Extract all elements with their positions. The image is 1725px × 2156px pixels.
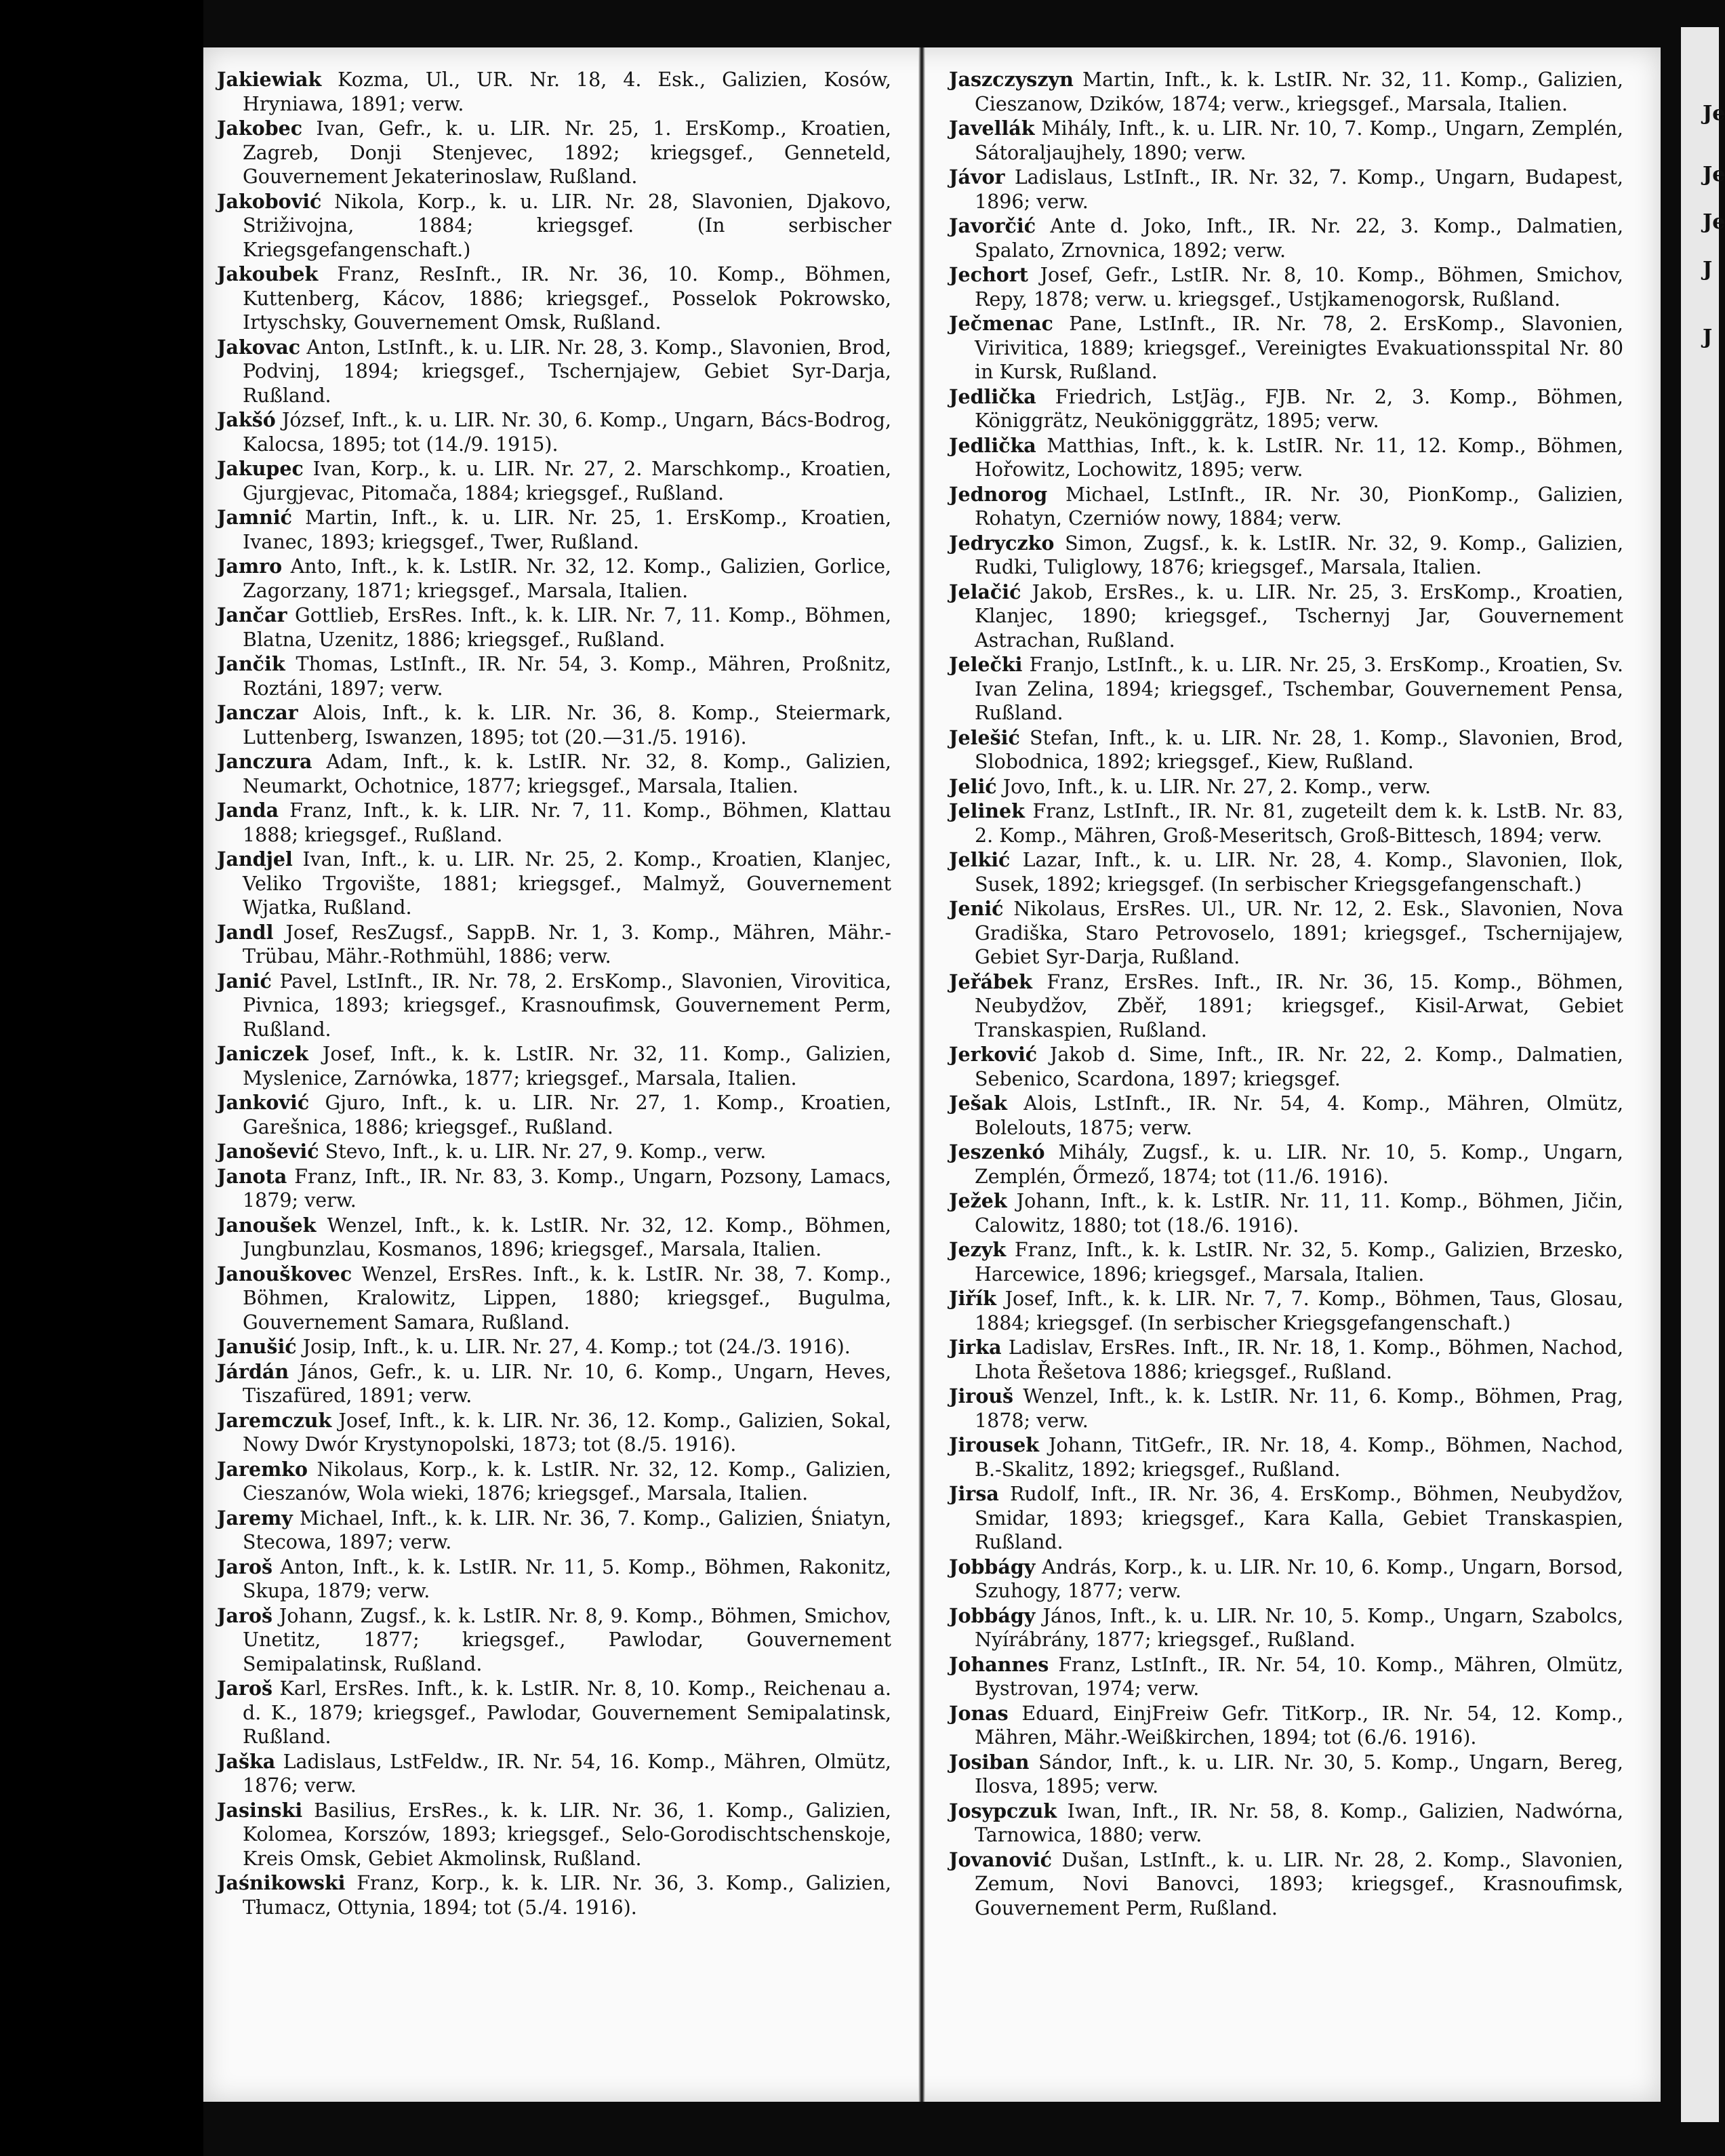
list-entry xyxy=(217,1871,891,1919)
list-entry xyxy=(949,1653,1623,1701)
list-entry xyxy=(217,970,891,1042)
entry-details: Josef, Inft., k. k. LIR. Nr. 36, 12. Komp., Galizien, Sokal, Nowy Dwór Krystynopolski, 1873; tot (8./5. 1916). xyxy=(243,1409,891,1456)
entry-surname: Ječmenac xyxy=(949,312,1053,335)
list-entry xyxy=(217,1604,891,1677)
entry-details: Mihály, Zugsf., k. u. LIR. Nr. 10, 5. Komp., Ungarn, Zemplén, Őrmező, 1874; tot (11./6. 1916). xyxy=(975,1141,1623,1188)
entry-surname: Jirsa xyxy=(949,1482,999,1505)
entry-details: Kozma, Ul., UR. Nr. 18, 4. Esk., Galizien, Kosów, Hryniawa, 1891; verw. xyxy=(243,68,891,115)
list-entry xyxy=(949,68,1623,116)
list-entry xyxy=(949,1604,1623,1652)
entry-surname: Janota xyxy=(217,1164,287,1188)
entry-surname: Jávor xyxy=(949,165,1005,188)
entry-details: Franz, LstInft., IR. Nr. 54, 10. Komp., Mähren, Olmütz, Bystrovan, 1974; verw. xyxy=(975,1653,1624,1700)
list-entry xyxy=(217,1091,891,1139)
entry-details: Gjuro, Inft., k. u. LIR. Nr. 27, 1. Komp., Kroatien, Garešnica, 1886; kriegsgef., Rußland. xyxy=(243,1092,891,1138)
entry-details: Dušan, LstInft., k. u. LIR. Nr. 28, 2. Komp., Slavonien, Zemum, Novi Banovci, 1893; kriegsgef., Krasnoufimsk, Gouvernement Perm, Rußland. xyxy=(975,1848,1623,1919)
entry-surname: Jandl xyxy=(217,920,274,944)
entry-surname: Jobbágy xyxy=(949,1603,1036,1627)
entry-details: Josef, ResZugsf., SappB. Nr. 1, 3. Komp., Mähren, Mähr.-Trübau, Mähr.-Rothmühl, 1886; verw. xyxy=(243,921,892,967)
entry-surname: Jelinek xyxy=(949,799,1025,822)
entry-surname: Jaroš xyxy=(217,1555,273,1578)
list-entry xyxy=(217,1042,891,1090)
entry-details: Wenzel, Inft., k. k. LstIR. Nr. 11, 6. Komp., Böhmen, Prag, 1878; verw. xyxy=(975,1385,1623,1432)
entry-details: Franz, Inft., IR. Nr. 83, 3. Komp., Ungarn, Pozsony, Lamacs, 1879; verw. xyxy=(243,1165,891,1212)
list-entry xyxy=(949,1751,1623,1799)
left-scan-border xyxy=(0,0,203,2156)
entry-details: József, Inft., k. u. LIR. Nr. 30, 6. Komp., Ungarn, Bács-Bodrog, Kalocsa, 1895; tot (14./9. 1915). xyxy=(243,409,891,456)
document-page xyxy=(203,47,1661,2102)
list-entry xyxy=(949,580,1623,653)
list-entry xyxy=(217,847,891,920)
entry-surname: Jovanović xyxy=(949,1848,1052,1871)
next-page-fragment: Je xyxy=(1703,210,1725,234)
entry-surname: Jedlička xyxy=(949,433,1036,457)
list-entry xyxy=(217,652,891,700)
entry-details: Josip, Inft., k. u. LIR. Nr. 27, 4. Komp.; tot (24./3. 1916). xyxy=(302,1336,851,1358)
entry-details: Franz, LstInft., IR. Nr. 81, zugeteilt dem k. k. LstB. Nr. 83, 2. Komp., Mähren, Groß-Meseritsch, Groß-Bittesch, 1894; verw. xyxy=(975,800,1623,847)
entry-surname: Janošević xyxy=(217,1140,319,1163)
entry-surname: Jaška xyxy=(217,1749,276,1773)
entry-surname: Jedryczko xyxy=(949,531,1055,555)
entry-surname: Jednorog xyxy=(949,482,1048,506)
entry-details: Eduard, EinjFreiw Gefr. TitKorp., IR. Nr. 54, 12. Komp., Mähren, Mähr.-Weißkirchen, 1894; tot (6./6. 1916). xyxy=(975,1702,1624,1749)
list-entry xyxy=(949,1140,1623,1189)
entry-surname: Jirka xyxy=(949,1336,1002,1359)
entry-surname: Jelečki xyxy=(949,653,1023,676)
list-entry xyxy=(217,921,891,969)
entry-details: Johann, Inft., k. k. LstIR. Nr. 11, 11. Komp., Böhmen, Jičin, Calowitz, 1880; tot (18./6. 1916). xyxy=(975,1190,1623,1237)
entry-details: Jakob d. Sime, Inft., IR. Nr. 22, 2. Komp., Dalmatien, Sebenico, Scardona, 1897; kriegsgef. xyxy=(975,1043,1623,1090)
entry-details: Franz, ResInft., IR. Nr. 36, 10. Komp., Böhmen, Kuttenberg, Kácov, 1886; kriegsgef., Posselok Pokrowsko, Irtyschsky, Gouvernement Omsk, Rußland. xyxy=(243,263,891,334)
entry-details: Franz, Inft., k. k. LstIR. Nr. 32, 5. Komp., Galizien, Brzesko, Harcewice, 1896; kriegsgef., Marsala, Italien. xyxy=(975,1239,1624,1285)
list-entry xyxy=(949,775,1623,799)
entry-surname: Jaszczyszyn xyxy=(949,68,1074,91)
entry-surname: Jirousek xyxy=(949,1433,1039,1456)
next-page-fragment: Je xyxy=(1703,102,1725,125)
list-entry xyxy=(949,1287,1623,1335)
entry-details: Wenzel, ErsRes. Inft., k. k. LstIR. Nr. 38, 7. Komp., Böhmen, Kralowitz, Lippen, 1880; kriegsgef., Bugulma, Gouvernement Samara, Rußland. xyxy=(243,1262,892,1334)
list-entry xyxy=(217,1555,891,1603)
list-entry xyxy=(949,1555,1623,1603)
entry-surname: Ješak xyxy=(949,1092,1007,1115)
entry-details: Franz, Korp., k. k. LIR. Nr. 36, 3. Komp., Galizien, Tłumacz, Ottynia, 1894; tot (5./4. 1916). xyxy=(243,1872,891,1919)
entry-surname: Jamnić xyxy=(217,506,293,529)
list-entry xyxy=(949,532,1623,580)
list-entry xyxy=(217,408,891,456)
list-entry xyxy=(949,897,1623,970)
list-entry xyxy=(217,1360,891,1408)
entry-details: Ladislav, ErsRes. Inft., IR. Nr. 18, 1. Komp., Böhmen, Nachod, Lhota Řešetova 1886; kriegsgef., Rußland. xyxy=(975,1336,1623,1383)
entry-details: Stevo, Inft., k. u. LIR. Nr. 27, 9. Komp., verw. xyxy=(325,1140,767,1163)
entry-surname: Jakšó xyxy=(217,408,276,431)
entry-details: Ivan, Inft., k. u. LIR. Nr. 25, 2. Komp., Kroatien, Klanjec, Veliko Trgovište, 1881; kriegsgef., Malmyž, Gouvernement Wjatka, Rußland. xyxy=(243,848,891,919)
list-entry xyxy=(217,1335,891,1359)
entry-surname: Josypczuk xyxy=(949,1799,1057,1822)
entry-details: Alois, LstInft., IR. Nr. 54, 4. Komp., Mähren, Olmütz, Bolelouts, 1875; verw. xyxy=(975,1092,1623,1139)
list-entry xyxy=(217,701,891,749)
list-entry xyxy=(949,970,1623,1043)
next-page-fragment: Je xyxy=(1703,163,1725,186)
entry-details: Basilius, ErsRes., k. k. LIR. Nr. 36, 1. Komp., Galizien, Kolomea, Korszów, 1893; kriegsgef., Selo-Gorodischtschenskoje, Kreis Omsk, Gebiet Akmolinsk, Rußland. xyxy=(243,1799,891,1870)
list-entry xyxy=(949,1238,1623,1286)
list-entry xyxy=(949,653,1623,725)
entry-details: Adam, Inft., k. k. LstIR. Nr. 32, 8. Komp., Galizien, Neumarkt, Ochotnice, 1877; kriegsgef., Marsala, Italien. xyxy=(243,751,891,797)
entry-surname: Jasinski xyxy=(217,1798,303,1822)
list-entry xyxy=(217,190,891,262)
entry-details: Ladislaus, LstInft., IR. Nr. 32, 7. Komp., Ungarn, Budapest, 1896; verw. xyxy=(975,166,1623,213)
entry-details: Anto, Inft., k. k. LstIR. Nr. 32, 12. Komp., Galizien, Gorlice, Zagorzany, 1871; kriegsgef., Marsala, Italien. xyxy=(243,555,891,602)
entry-details: Michael, Inft., k. k. LIR. Nr. 36, 7. Komp., Galizien, Śniatyn, Stecowa, 1897; verw. xyxy=(243,1506,892,1553)
entry-surname: Jirouš xyxy=(949,1384,1014,1408)
entry-details: Jakob, ErsRes., k. u. LIR. Nr. 25, 3. ErsKomp., Kroatien, Klanjec, 1890; kriegsgef., Tschernyj Jar, Gouvernement Astrachan, Rußland. xyxy=(975,580,1623,652)
entry-details: Nikolaus, ErsRes. Ul., UR. Nr. 12, 2. Esk., Slavonien, Nova Gradiška, Staro Petrovoselo, 1891; kriegsgef., Tschernijajew, Gebiet Syr-Darja, Rußland. xyxy=(975,898,1623,968)
list-entry xyxy=(949,1189,1623,1237)
entry-surname: Jakovac xyxy=(217,335,301,359)
list-entry xyxy=(949,483,1623,531)
list-entry xyxy=(217,506,891,554)
entry-details: Ivan, Gefr., k. u. LIR. Nr. 25, 1. ErsKomp., Kroatien, Zagreb, Donji Stenjevec, 1892; kriegsgef., Genneteld, Gouvernement Jekaterinoslaw, Rußland. xyxy=(243,117,891,188)
entry-surname: Javorčić xyxy=(949,214,1036,237)
list-entry xyxy=(949,1702,1623,1750)
entry-surname: Jobbágy xyxy=(949,1555,1036,1578)
entry-details: Sándor, Inft., k. u. LIR. Nr. 30, 5. Komp., Ungarn, Bereg, Ilosva, 1895; verw. xyxy=(975,1751,1623,1797)
list-entry xyxy=(217,1677,891,1749)
entry-details: Ante d. Joko, Inft., IR. Nr. 22, 3. Komp., Dalmatien, Spalato, Zrnovnica, 1892; verw. xyxy=(975,215,1624,262)
entry-surname: Jančik xyxy=(217,652,285,675)
right-column xyxy=(949,68,1623,2095)
entry-surname: Jakobović xyxy=(217,189,322,213)
entry-surname: Jelešić xyxy=(949,725,1020,749)
entry-details: Anton, LstInft., k. u. LIR. Nr. 28, 3. Komp., Slavonien, Brod, Podvinj, 1894; kriegsgef., Tschernjajew, Gebiet Syr-Darja, Rußland. xyxy=(243,336,891,407)
entry-surname: Jaremy xyxy=(217,1506,293,1530)
entry-details: Johann, TitGefr., IR. Nr. 18, 4. Komp., Böhmen, Nachod, B.-Skalitz, 1892; kriegsgef., Rußland. xyxy=(975,1434,1624,1481)
entry-details: Thomas, LstInft., IR. Nr. 54, 3. Komp., Mähren, Proßnitz, Roztáni, 1897; verw. xyxy=(243,653,891,700)
entry-surname: Jančar xyxy=(217,603,287,626)
list-entry xyxy=(949,263,1623,311)
entry-details: Matthias, Inft., k. k. LstIR. Nr. 11, 12. Komp., Böhmen, Hořowitz, Lochowitz, 1895; verw. xyxy=(975,434,1624,481)
entry-details: Franjo, LstInft., k. u. LIR. Nr. 25, 3. ErsKomp., Kroatien, Sv. Ivan Zelina, 1894; kriegsgef., Tschembar, Gouvernement Pensa, Rußland. xyxy=(975,654,1623,724)
entry-surname: Jaśnikowski xyxy=(217,1871,346,1894)
list-entry xyxy=(949,1799,1623,1848)
entry-details: Franz, ErsRes. Inft., IR. Nr. 36, 15. Komp., Böhmen, Neubydžov, Zběř, 1891; kriegsgef., Kisil-Arwat, Gebiet Transkaspien, Rußland. xyxy=(975,970,1624,1041)
entry-surname: Johannes xyxy=(949,1652,1049,1676)
entry-details: Michael, LstInft., IR. Nr. 30, PionKomp., Galizien, Rohatyn, Czerniów nowy, 1884; verw. xyxy=(975,483,1624,530)
entry-surname: Jaremczuk xyxy=(217,1408,332,1432)
entry-surname: Janković xyxy=(217,1091,310,1114)
entry-details: János, Gefr., k. u. LIR. Nr. 10, 6. Komp., Ungarn, Heves, Tiszafüred, 1891; verw. xyxy=(243,1360,892,1407)
entry-details: Johann, Zugsf., k. k. LstIR. Nr. 8, 9. Komp., Böhmen, Smichov, Unetitz, 1877; kriegsgef., Pawlodar, Gouvernement Semipalatinsk, Rußland. xyxy=(243,1604,891,1675)
entry-details: Josef, Gefr., LstIR. Nr. 8, 10. Komp., Böhmen, Smichov, Repy, 1878; verw. u. kriegsgef., Ustjkamenogorsk, Rußland. xyxy=(975,264,1623,311)
entry-surname: Jedlička xyxy=(949,384,1036,408)
list-entry xyxy=(949,799,1623,847)
page-gutter-divider xyxy=(918,47,925,2102)
entry-details: János, Inft., k. u. LIR. Nr. 10, 5. Komp., Ungarn, Szabolcs, Nyírábrány, 1877; kriegsgef., Rußland. xyxy=(975,1604,1624,1651)
entry-details: Friedrich, LstJäg., FJB. Nr. 2, 3. Komp., Böhmen, Königgrätz, Neukönigggrätz, 1895; verw. xyxy=(975,385,1623,432)
entry-surname: Janczura xyxy=(217,750,312,773)
list-entry xyxy=(217,1140,891,1164)
next-page-fragment: J xyxy=(1703,325,1713,349)
list-entry xyxy=(949,312,1623,384)
list-entry xyxy=(217,117,891,189)
entry-details: Stefan, Inft., k. u. LIR. Nr. 28, 1. Komp., Slavonien, Brod, Slobodnica, 1892; kriegsgef., Kiew, Rußland. xyxy=(975,726,1623,773)
entry-details: Pane, LstInft., IR. Nr. 78, 2. ErsKomp., Slavonien, Virivitica, 1889; kriegsgef., Vereinigtes Evakuationsspital Nr. 80 in Kursk, Rußland. xyxy=(975,313,1623,383)
entry-details: Ivan, Korp., k. u. LIR. Nr. 27, 2. Marschkomp., Kroatien, Gjurgjevac, Pitomača, 1884; kriegsgef., Rußland. xyxy=(243,458,892,504)
entry-surname: Jonas xyxy=(949,1701,1009,1725)
list-entry xyxy=(217,603,891,652)
entry-surname: Jakobec xyxy=(217,117,303,140)
entry-details: Wenzel, Inft., k. k. LstIR. Nr. 32, 12. Komp., Böhmen, Jungbunzlau, Kosmanos, 1896; kriegsgef., Marsala, Italien. xyxy=(243,1214,891,1260)
entry-surname: Jechort xyxy=(949,263,1028,286)
entry-details: Rudolf, Inft., IR. Nr. 36, 4. ErsKomp., Böhmen, Neubydžov, Smidar, 1893; kriegsgef., Kara Kalla, Gebiet Transkaspien, Rußland. xyxy=(975,1483,1623,1553)
entry-details: Mihály, Inft., k. u. LIR. Nr. 10, 7. Komp., Ungarn, Zemplén, Sátoraljaujhely, 1890; verw. xyxy=(975,117,1623,164)
entry-details: Lazar, Inft., k. u. LIR. Nr. 28, 4. Komp., Slavonien, Ilok, Susek, 1892; kriegsgef. (In serbischer Kriegsgefangenschaft.) xyxy=(975,849,1623,896)
list-entry xyxy=(217,1799,891,1871)
entry-details: Iwan, Inft., IR. Nr. 58, 8. Komp., Galizien, Nadwórna, Tarnowica, 1880; verw. xyxy=(975,1799,1623,1846)
entry-details: Jovo, Inft., k. u. LIR. Nr. 27, 2. Komp., verw. xyxy=(1002,775,1432,798)
left-column xyxy=(217,68,891,2095)
entry-surname: Jiřík xyxy=(949,1287,996,1310)
list-entry xyxy=(217,1165,891,1213)
list-entry xyxy=(949,214,1623,262)
entry-surname: Josiban xyxy=(949,1750,1030,1774)
entry-details: Josef, Inft., k. k. LIR. Nr. 7, 7. Komp., Böhmen, Taus, Glosau, 1884; kriegsgef. (In serbischer Kriegsgefangenschaft.) xyxy=(975,1287,1624,1334)
list-entry xyxy=(217,555,891,603)
list-entry xyxy=(217,750,891,798)
entry-surname: Jeszenkó xyxy=(949,1140,1045,1163)
entry-surname: Jaremko xyxy=(217,1457,308,1481)
list-entry xyxy=(949,726,1623,774)
entry-surname: Jelić xyxy=(949,774,997,798)
entry-surname: Jeřábek xyxy=(949,970,1032,993)
list-entry xyxy=(949,385,1623,433)
entry-details: Franz, Inft., k. k. LIR. Nr. 7, 11. Komp., Böhmen, Klattau 1888; kriegsgef., Rußland. xyxy=(243,799,891,846)
list-entry xyxy=(217,1750,891,1798)
list-entry xyxy=(949,848,1623,896)
entry-surname: Jezyk xyxy=(949,1238,1007,1261)
list-entry xyxy=(949,1043,1623,1091)
entry-details: Martin, Inft., k. k. LstIR. Nr. 32, 11. Komp., Galizien, Cieszanow, Dzików, 1874; verw., kriegsgef., Marsala, Italien. xyxy=(975,68,1623,115)
entry-details: Karl, ErsRes. Inft., k. k. LstIR. Nr. 8, 10. Komp., Reichenau a. d. K., 1879; kriegsgef., Pawlodar, Gouvernement Semipalatinsk, Rußland. xyxy=(243,1677,891,1748)
list-entry xyxy=(949,117,1623,165)
entry-details: Ladislaus, LstFeldw., IR. Nr. 54, 16. Komp., Mähren, Olmütz, 1876; verw. xyxy=(243,1750,891,1797)
entry-surname: Janiczek xyxy=(217,1042,308,1065)
entry-surname: Jakupec xyxy=(217,457,304,480)
entry-details: Simon, Zugsf., k. k. LstIR. Nr. 32, 9. Komp., Galizien, Rudki, Tuliglowy, 1876; kriegsgef., Marsala, Italien. xyxy=(975,532,1624,578)
entry-surname: Jaroš xyxy=(217,1603,273,1627)
entry-details: Alois, Inft., k. k. LIR. Nr. 36, 8. Komp., Steiermark, Luttenberg, Iswanzen, 1895; tot (20.—31./5. 1916). xyxy=(243,702,892,748)
list-entry xyxy=(949,1092,1623,1140)
entry-surname: Jerković xyxy=(949,1043,1038,1066)
entry-surname: Janić xyxy=(217,969,272,993)
list-entry xyxy=(217,1409,891,1457)
next-page-fragment: J xyxy=(1703,258,1713,281)
entry-surname: Janczar xyxy=(217,701,298,724)
entry-details: Anton, Inft., k. k. LstIR. Nr. 11, 5. Komp., Böhmen, Rakonitz, Skupa, 1879; verw. xyxy=(243,1555,891,1602)
entry-surname: Jelkić xyxy=(949,848,1011,871)
list-entry xyxy=(217,262,891,335)
entry-details: Gottlieb, ErsRes. Inft., k. k. LIR. Nr. 7, 11. Komp., Böhmen, Blatna, Uzenitz, 1886; kriegsgef., Rußland. xyxy=(243,604,891,651)
list-entry xyxy=(217,336,891,408)
entry-details: András, Korp., k. u. LIR. Nr. 10, 6. Komp., Ungarn, Borsod, Szuhogy, 1877; verw. xyxy=(975,1555,1623,1602)
list-entry xyxy=(949,1336,1623,1384)
entry-surname: Jenić xyxy=(949,897,1004,920)
entry-surname: Jaroš xyxy=(217,1677,273,1700)
list-entry xyxy=(217,1458,891,1506)
entry-surname: Javellák xyxy=(949,117,1035,140)
entry-surname: Jamro xyxy=(217,555,283,578)
list-entry xyxy=(949,165,1623,214)
list-entry xyxy=(949,1482,1623,1555)
list-entry xyxy=(217,1506,891,1555)
entry-surname: Jandjel xyxy=(217,847,293,871)
entry-surname: Jakoubek xyxy=(217,262,319,285)
list-entry xyxy=(217,1214,891,1262)
entry-details: Nikolaus, Korp., k. k. LstIR. Nr. 32, 12. Komp., Galizien, Cieszanów, Wola wieki, 1876; kriegsgef., Marsala, Italien. xyxy=(243,1458,891,1504)
list-entry xyxy=(217,1262,891,1335)
entry-surname: Jakiewiak xyxy=(217,68,322,91)
list-entry xyxy=(949,1848,1623,1921)
entry-surname: Janouškovec xyxy=(217,1262,352,1285)
list-entry xyxy=(217,68,891,116)
entry-surname: Janda xyxy=(217,799,279,822)
list-entry xyxy=(949,1433,1623,1481)
entry-details: Josef, Inft., k. k. LstIR. Nr. 32, 11. Komp., Galizien, Myslenice, Zarnówka, 1877; kriegsgef., Marsala, Italien. xyxy=(243,1043,892,1090)
list-entry xyxy=(217,799,891,847)
next-page-edge-strip xyxy=(1681,27,1719,2122)
entry-surname: Járdán xyxy=(217,1359,289,1383)
entry-surname: Janoušek xyxy=(217,1213,317,1237)
list-entry xyxy=(217,457,891,505)
entry-surname: Janušić xyxy=(217,1335,297,1358)
list-entry xyxy=(949,1384,1623,1433)
list-entry xyxy=(949,434,1623,482)
entry-details: Pavel, LstInft., IR. Nr. 78, 2. ErsKomp., Slavonien, Virovitica, Pivnica, 1893; kriegsgef., Krasnoufimsk, Gouvernement Perm, Rußland. xyxy=(243,970,891,1041)
entry-surname: Ježek xyxy=(949,1189,1007,1212)
entry-details: Martin, Inft., k. u. LIR. Nr. 25, 1. ErsKomp., Kroatien, Ivanec, 1893; kriegsgef., Twer, Rußland. xyxy=(243,506,892,553)
entry-details: Nikola, Korp., k. u. LIR. Nr. 28, Slavonien, Djakovo, Striživojna, 1884; kriegsgef. (In serbischer Kriegsgefangenschaft.) xyxy=(243,190,891,261)
entry-surname: Jelačić xyxy=(949,580,1021,603)
